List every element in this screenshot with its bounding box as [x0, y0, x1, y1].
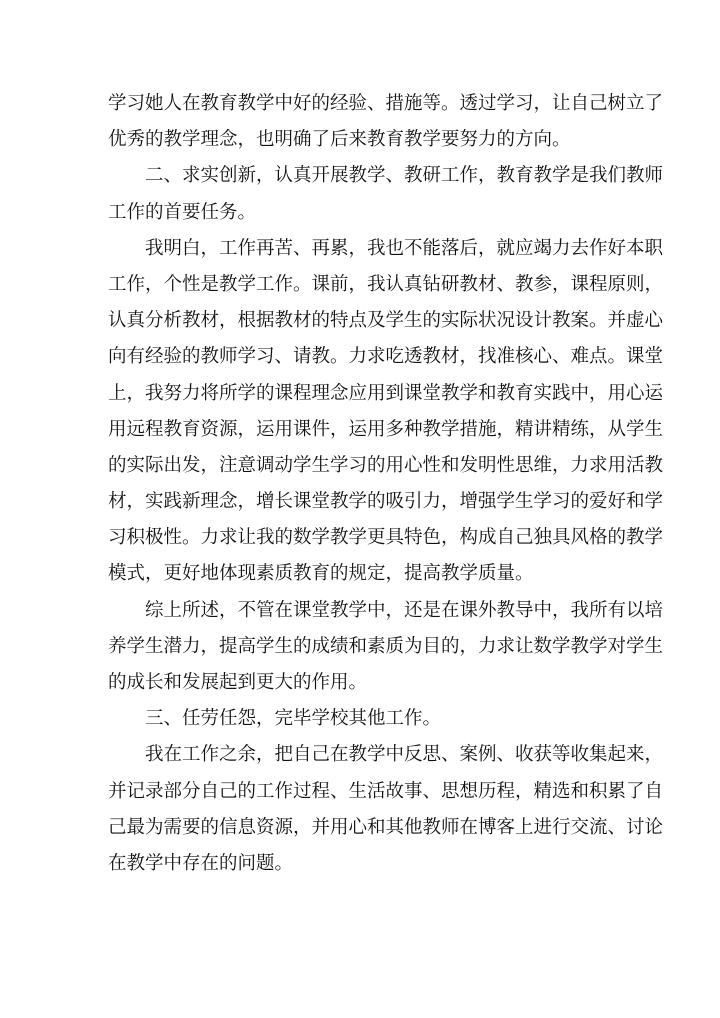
text-line: 优秀的教学理念，也明确了后来教育教学要努力的方向。 [108, 129, 571, 151]
text-line: 并记录部分自己的工作过程、生活故事、思想历程，精选和积累了自 [108, 780, 664, 802]
text-line: 二、求实创新，认真开展教学、教研工作，教育教学是我们教师 [108, 165, 664, 187]
text-line: 三、任劳任怨，完毕学校其他工作。 [108, 708, 442, 730]
text-line: 己最为需要的信息资源，并用心和其他教师在博客上进行交流、讨论 [108, 816, 664, 838]
text-line: 材，实践新理念，增长课堂教学的吸引力，增强学生学习的爱好和学 [108, 491, 664, 513]
text-line: 模式，更好地体现素质教育的规定，提高教学质量。 [108, 563, 534, 585]
text-line: 我明白，工作再苦、再累，我也不能落后，就应竭力去作好本职 [108, 237, 664, 259]
text-line: 用远程教育资源，运用课件，运用多种教学措施，精讲精练，从学生 [108, 418, 664, 440]
text-line: 工作，个性是教学工作。课前，我认真钻研教材、教参，课程原则， [108, 273, 664, 295]
text-line: 的成长和发展起到更大的作用。 [108, 672, 368, 693]
text-line: 养学生潜力，提高学生的成绩和素质为目的，力求让数学教学对学生 [108, 635, 664, 657]
text-line: 在教学中存在的问题。 [108, 852, 294, 874]
text-line: 的实际出发，注意调动学生学习的用心性和发明性思维，力求用活教 [108, 454, 664, 476]
text-line: 习积极性。力求让我的数学教学更具特色，构成自己独具风格的教学 [108, 527, 664, 549]
document-page [108, 86, 664, 882]
text-line: 工作的首要任务。 [108, 201, 257, 223]
text-line: 我在工作之余，把自己在教学中反思、案例、收获等收集起来， [108, 744, 664, 766]
text-line: 向有经验的教师学习、请教。力求吃透教材，找准核心、难点。课堂 [108, 346, 664, 368]
text-line: 上，我努力将所学的课程理念应用到课堂教学和教育实践中，用心运 [108, 382, 664, 404]
text-line: 综上所述，不管在课堂教学中，还是在课外教导中，我所有以培 [108, 599, 664, 621]
text-line: 学习她人在教育教学中好的经验、措施等。透过学习，让自己树立了 [108, 93, 664, 114]
text-line: 认真分析教材，根据教材的特点及学生的实际状况设计教案。并虚心 [108, 310, 664, 332]
